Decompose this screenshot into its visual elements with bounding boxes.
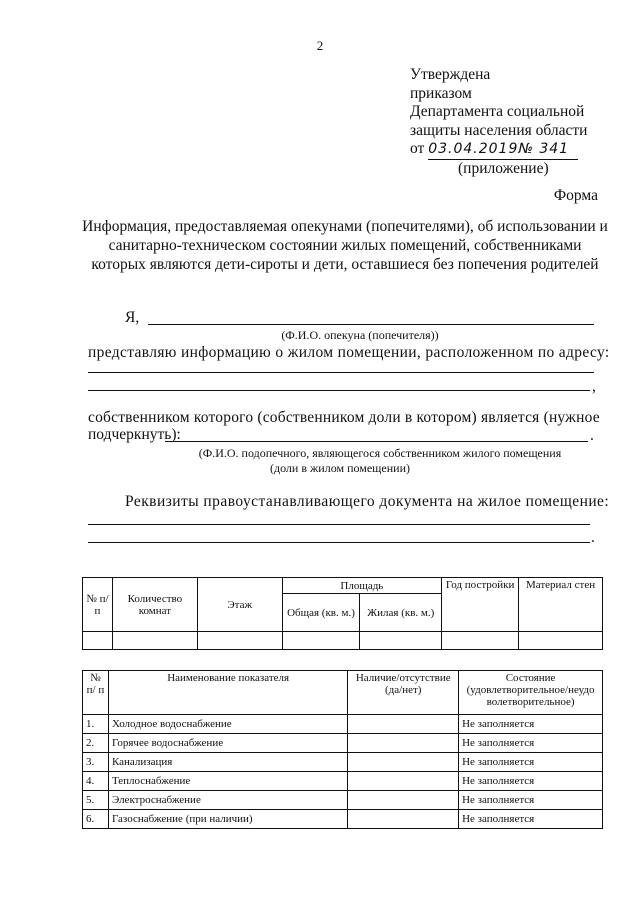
cell-material[interactable] bbox=[519, 632, 603, 650]
requisites-line-1[interactable] bbox=[88, 524, 590, 525]
row-state: Не заполняется bbox=[459, 810, 603, 829]
address-line-1[interactable] bbox=[88, 372, 594, 373]
row-presence[interactable] bbox=[348, 791, 459, 810]
document-title: Информация, предоставляемая опекунами (попечителями), об использовании и санитарно-техническом состоянии жилых помещений, собственниками которых являются дети-сироты и дети, оставшиеся без попечения родителей bbox=[82, 218, 608, 273]
from-label: от bbox=[410, 140, 425, 157]
header-name: Наименование показателя bbox=[108, 671, 347, 715]
approval-line-2: приказом bbox=[410, 84, 472, 102]
header-area: Площадь bbox=[282, 578, 442, 594]
housing-table bbox=[82, 577, 603, 650]
row-no: 3. bbox=[83, 753, 109, 772]
address-comma: , bbox=[592, 378, 596, 395]
requisites-period: . bbox=[591, 529, 595, 546]
row-name: Электроснабжение bbox=[108, 791, 347, 810]
owner-text: собственником которого (собственником доли в котором) является (нужное bbox=[88, 409, 600, 426]
address-line-2[interactable] bbox=[88, 390, 590, 391]
underline-text: подчеркнуть): bbox=[88, 426, 181, 443]
row-no: 1. bbox=[83, 715, 109, 734]
row-no: 2. bbox=[83, 734, 109, 753]
header-no: № п/п bbox=[83, 578, 113, 632]
row-state: Не заполняется bbox=[459, 715, 603, 734]
row-no: 6. bbox=[83, 810, 109, 829]
present-text: представляю информацию о жилом помещении, расположенном по адресу: bbox=[88, 344, 610, 361]
header-rooms: Количество комнат bbox=[112, 578, 197, 632]
header-total-area: Общая (кв. м.) bbox=[282, 594, 360, 632]
i-label: Я, bbox=[125, 309, 140, 326]
cell-year[interactable] bbox=[442, 632, 519, 650]
row-no: 5. bbox=[83, 791, 109, 810]
table-row bbox=[83, 810, 603, 829]
guardian-name-line[interactable] bbox=[148, 324, 594, 325]
row-presence[interactable] bbox=[348, 753, 459, 772]
table-row bbox=[83, 753, 603, 772]
cell-rooms[interactable] bbox=[112, 632, 197, 650]
row-name: Газоснабжение (при наличии) bbox=[108, 810, 347, 829]
guardian-caption: (Ф.И.О. опекуна (попечителя)) bbox=[281, 328, 439, 342]
table-row bbox=[83, 734, 603, 753]
header-state: Состояние (удовлетворительное/неудо волетворительное) bbox=[459, 671, 603, 715]
approval-block bbox=[410, 66, 620, 178]
page-number: 2 bbox=[316, 38, 324, 53]
row-state: Не заполняется bbox=[459, 791, 603, 810]
handwritten-date-number: 03.04.2019№ 341 bbox=[428, 140, 578, 160]
approval-line-4: защиты населения области bbox=[410, 121, 588, 139]
row-name: Теплоснабжение bbox=[108, 772, 347, 791]
header-floor: Этаж bbox=[197, 578, 282, 632]
header-no: № п/ п bbox=[83, 671, 109, 715]
approval-line-3: Департамента социальной bbox=[410, 103, 585, 120]
ward-period: . bbox=[590, 427, 594, 444]
row-no: 4. bbox=[83, 772, 109, 791]
requisites-text: Реквизиты правоустанавливающего документа на жилое помещение: bbox=[125, 493, 610, 510]
row-state: Не заполняется bbox=[459, 753, 603, 772]
cell-total-area[interactable] bbox=[282, 632, 360, 650]
appendix-label: (приложение) bbox=[458, 159, 549, 177]
table-row bbox=[83, 772, 603, 791]
row-name: Горячее водоснабжение bbox=[108, 734, 347, 753]
header-presence: Наличие/отсутствие (да/нет) bbox=[348, 671, 459, 715]
row-presence[interactable] bbox=[348, 810, 459, 829]
approval-date-line bbox=[410, 140, 620, 160]
row-name: Холодное водоснабжение bbox=[108, 715, 347, 734]
header-material: Материал стен bbox=[519, 578, 603, 632]
cell-living-area[interactable] bbox=[360, 632, 442, 650]
approval-line-1: Утверждена bbox=[410, 66, 491, 83]
form-label: Форма bbox=[553, 187, 598, 204]
header-living-area: Жилая (кв. м.) bbox=[360, 594, 442, 632]
header-year: Год постройки bbox=[442, 578, 519, 632]
row-state: Не заполняется bbox=[459, 772, 603, 791]
cell-floor[interactable] bbox=[197, 632, 282, 650]
cell-no[interactable] bbox=[83, 632, 113, 650]
indicators-table bbox=[82, 670, 603, 829]
row-name: Канализация bbox=[108, 753, 347, 772]
row-presence[interactable] bbox=[348, 734, 459, 753]
ward-caption-1: (Ф.И.О. подопечного, являющегося собственником жилого помещения bbox=[198, 446, 562, 460]
requisites-line-2[interactable] bbox=[88, 542, 590, 543]
row-state: Не заполняется bbox=[459, 734, 603, 753]
ward-name-line[interactable] bbox=[165, 441, 588, 442]
ward-caption-2: (доли в жилом помещении) bbox=[269, 461, 411, 475]
row-presence[interactable] bbox=[348, 715, 459, 734]
table-row bbox=[83, 715, 603, 734]
row-presence[interactable] bbox=[348, 772, 459, 791]
table-row bbox=[83, 791, 603, 810]
